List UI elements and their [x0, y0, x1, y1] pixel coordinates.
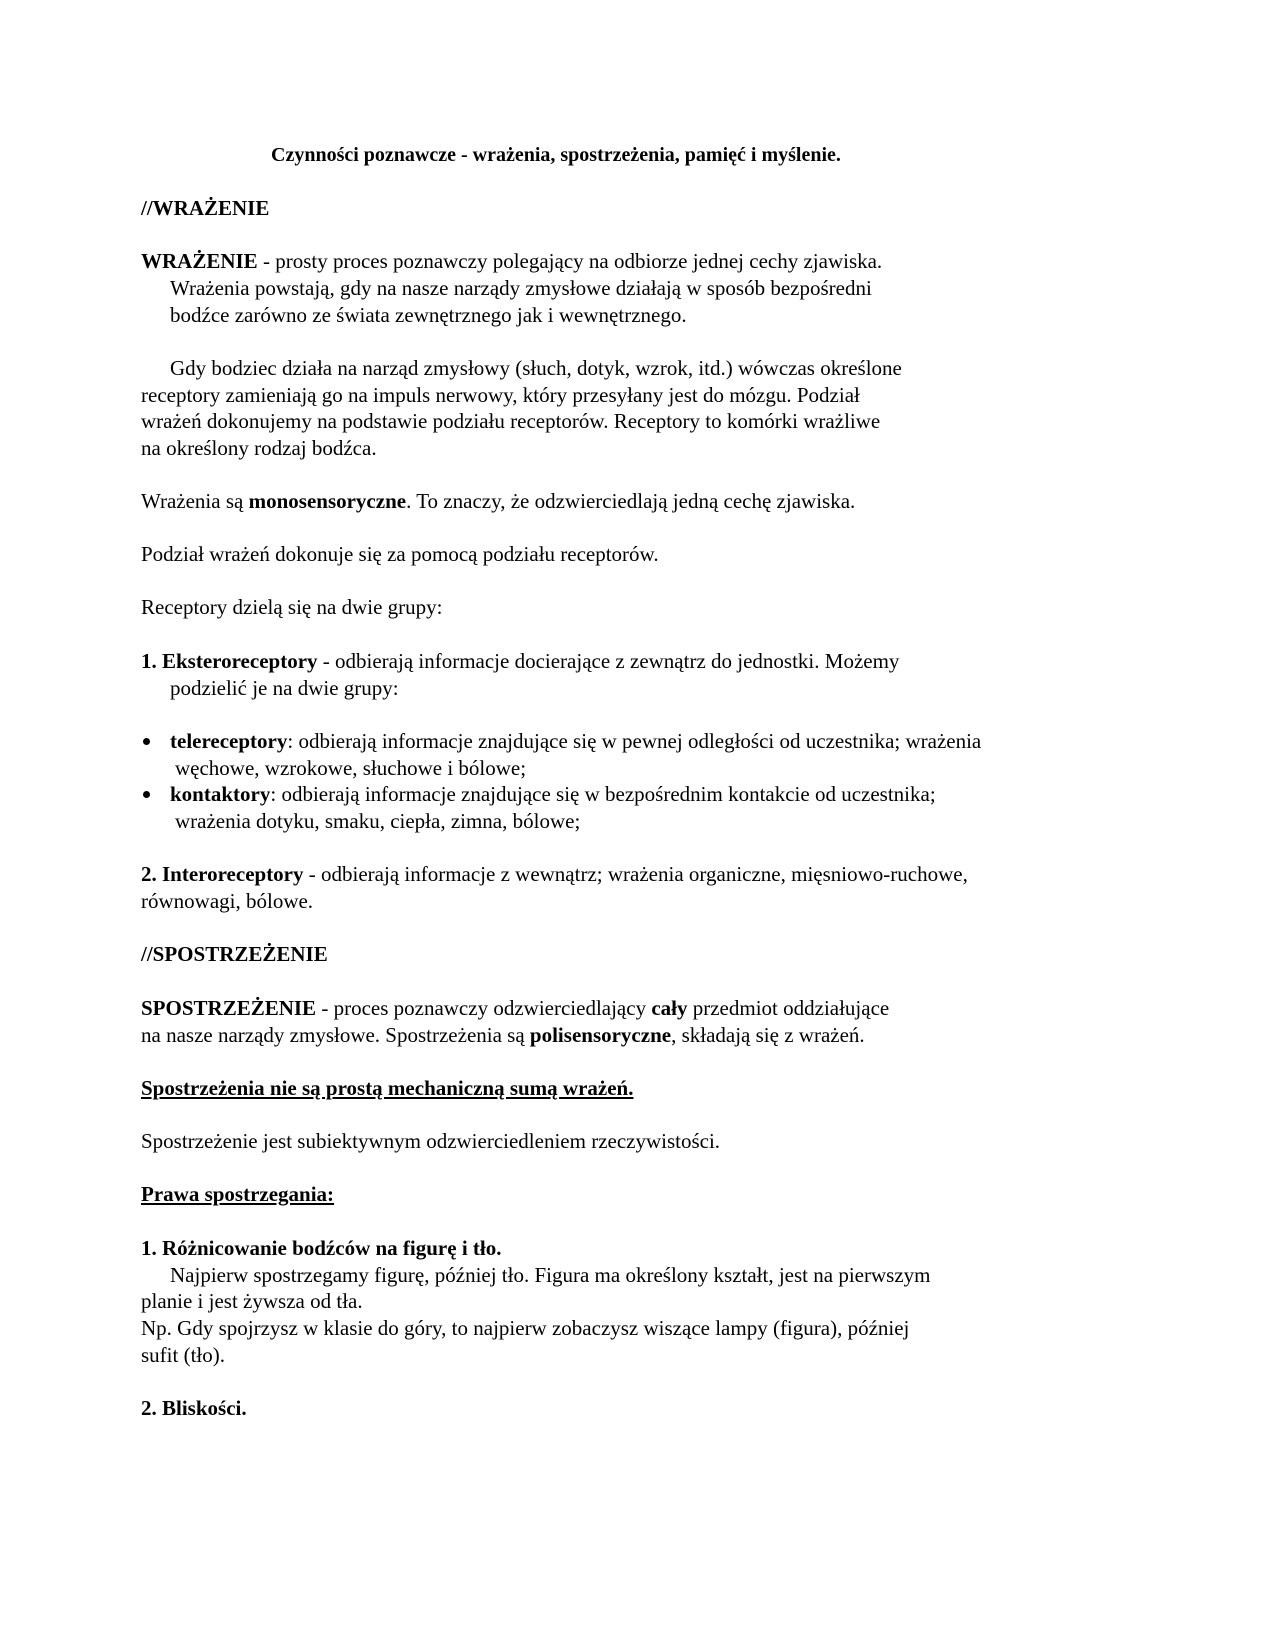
definition-line-1 [141, 247, 882, 275]
bullet-text: : odbierają informacje znajdujące się w pewnej odległości od uczestnika; wrażenia [287, 729, 982, 753]
list-item-1-continued: podzielić je na dwie grupy: [170, 676, 399, 700]
law-1-line: Najpierw spostrzegamy figurę, później tło. Figura ma określony kształt, jest na pierwszym [170, 1263, 931, 1287]
definition-line-3: bodźce zarówno ze świata zewnętrznego jak i wewnętrznego. [170, 303, 687, 327]
law-1-line: sufit (tło). [141, 1343, 225, 1367]
division-line: Podział wrażeń dokonuje się za pomocą podziału receptorów. [141, 542, 659, 566]
paragraph-line: receptory zamieniają go na impuls nerwowy, który przesyłany jest do mózgu. Podział [141, 383, 860, 407]
definition-line-2 [141, 1021, 865, 1049]
list-item-term: 1. Eksteroreceptory [141, 649, 318, 673]
section-heading-spostrzezenie: //SPOSTRZEŻENIE [141, 942, 328, 966]
bullet-term: telereceptory [170, 729, 288, 753]
section-heading-wrazenie: //WRAŻENIE [141, 196, 270, 220]
bullet-item-continued: węchowe, wzrokowe, słuchowe i bólowe; [175, 756, 527, 780]
bullet-item-kontaktory [170, 780, 936, 808]
underlined-statement: Spostrzeżenia nie są prostą mechaniczną sumą wrażeń. [141, 1076, 634, 1100]
bullet-term: kontaktory [170, 782, 271, 806]
definition-text: , składają się z wrażeń. [671, 1023, 865, 1047]
list-item-text: - odbierają informacje docierające z zewnątrz do jednostki. Możemy [317, 649, 900, 673]
paragraph-line: na określony rodzaj bodźca. [141, 436, 377, 460]
definition-line-1 [141, 994, 889, 1022]
bold-term: monosensoryczne [248, 489, 407, 513]
bullet-item-continued: wrażenia dotyku, smaku, ciepła, zimna, bólowe; [175, 809, 581, 833]
list-item-2 [141, 860, 968, 888]
bullet-item-telereceptory [170, 727, 981, 755]
list-item-1 [141, 647, 899, 675]
list-item-term: 2. Interoreceptory [141, 862, 304, 886]
list-item-2-continued: równowagi, bólowe. [141, 889, 314, 913]
definition-text: - proces poznawczy odzwierciedlający [316, 996, 652, 1020]
groups-line: Receptory dzielą się na dwie grupy: [141, 595, 443, 619]
definition-text: na nasze narządy zmysłowe. Spostrzeżenia są [141, 1023, 530, 1047]
bullet-icon [143, 738, 150, 745]
paragraph-line: wrażeń dokonujemy na podstawie podziału receptorów. Receptory to komórki wrażliwe [141, 409, 881, 433]
paragraph-line: Gdy bodziec działa na narząd zmysłowy (słuch, dotyk, wzrok, itd.) wówczas określone [170, 356, 902, 380]
text-span: Wrażenia są [141, 489, 249, 513]
law-1-line: Np. Gdy spojrzysz w klasie do góry, to najpierw zobaczysz wiszące lampy (figura), później [141, 1316, 910, 1340]
law-1-line: planie i jest żywsza od tła. [141, 1289, 363, 1313]
definition-term: SPOSTRZEŻENIE [141, 996, 317, 1020]
definition-text: - prosty proces poznawczy polegający na odbiorze jednej cechy zjawiska. [257, 249, 883, 273]
document-title: Czynności poznawcze - wrażenia, spostrzeżenia, pamięć i myślenie. [271, 144, 841, 166]
text-span: . To znaczy, że odzwierciedlają jedną cechę zjawiska. [406, 489, 856, 513]
list-item-text: - odbierają informacje z wewnątrz; wrażenia organiczne, mięsniowo-ruchowe, [303, 862, 968, 886]
laws-heading: Prawa spostrzegania: [141, 1182, 335, 1206]
bullet-text: : odbierają informacje znajdujące się w bezpośrednim kontakcie od uczestnika; [270, 782, 936, 806]
definition-line-2: Wrażenia powstają, gdy na nasze narządy zmysłowe działają w sposób bezpośredni [170, 276, 872, 300]
definition-term: WRAŻENIE [141, 249, 258, 273]
bold-term: cały [651, 996, 688, 1020]
bullet-icon [143, 791, 150, 798]
monosensory-line [141, 487, 855, 515]
definition-text: przedmiot oddziałujące [687, 996, 890, 1020]
bold-term: polisensoryczne [529, 1023, 672, 1047]
law-1-heading: 1. Różnicowanie bodźców na figurę i tło. [141, 1236, 502, 1260]
subjective-line: Spostrzeżenie jest subiektywnym odzwierciedleniem rzeczywistości. [141, 1129, 721, 1153]
law-2-heading: 2. Bliskości. [141, 1396, 247, 1420]
